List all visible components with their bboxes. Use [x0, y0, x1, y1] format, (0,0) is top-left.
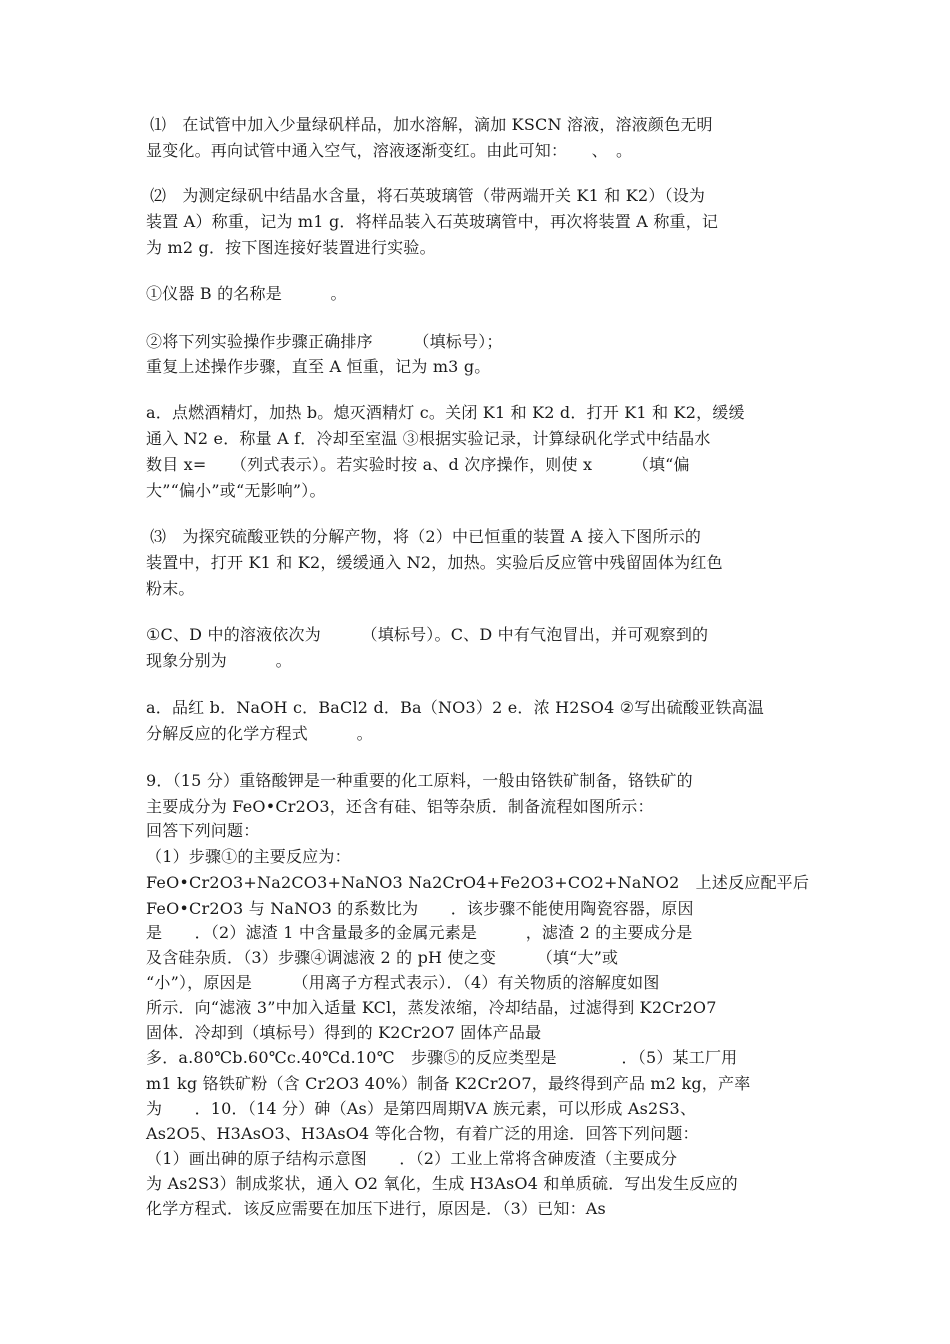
text-line: 回答下列问题：: [146, 821, 260, 840]
text-line: 所示．向“滤液 3”中加入适量 KCl，蒸发浓缩，冷却结晶，过滤得到 K2Cr2O7: [146, 998, 717, 1017]
text-line: 现象分别为 。: [146, 651, 292, 670]
text-line: 主要成分为 FeO•Cr2O3，还含有硅、铝等杂质．制备流程如图所示：: [146, 797, 654, 816]
text-line: As2O5、H3AsO3、H3AsO4 等化合物，有着广泛的用途．回答下列问题：: [146, 1124, 699, 1143]
text-line: （1）画出砷的原子结构示意图 ．（2）工业上常将含砷废渣（主要成分: [146, 1149, 678, 1168]
text-line: （1）步骤①的主要反应为：: [146, 847, 351, 866]
text-line: 为 m2 g．按下图连接好装置进行实验。: [146, 238, 436, 257]
text-line: 为 As2S3）制成浆状，通入 O2 氧化，生成 H3AsO4 和单质硫．写出发生反应的: [146, 1174, 738, 1193]
text-line: 及含硅杂质．（3）步骤④调滤液 2 的 pH 使之变 （填“大”或: [146, 948, 619, 967]
text-line: ⑶ 为探究硫酸亚铁的分解产物，将（2）中已恒重的装置 A 接入下图所示的: [150, 527, 702, 546]
text-line: m1 kg 铬铁矿粉（含 Cr2O3 40%）制备 K2Cr2O7，最终得到产品 m2 kg，产率: [146, 1074, 751, 1093]
text-line: FeO•Cr2O3 与 NaNO3 的系数比为 ．该步骤不能使用陶瓷容器，原因: [146, 899, 694, 918]
text-line: 装置 A）称重，记为 m1 g．将样品装入石英玻璃管中，再次将装置 A 称重，记: [146, 212, 719, 231]
text-line: ⑴ 在试管中加入少量绿矾样品，加水溶解，滴加 KSCN 溶液，溶液颜色无明: [150, 115, 713, 134]
text-line: 重复上述操作步骤，直至 A 恒重，记为 m3 g。: [146, 357, 491, 376]
text-line: 数目 x= （列式表示）。若实验时按 a、d 次序操作，则使 x （填“偏: [146, 455, 690, 474]
text-line: 粉末。: [146, 579, 195, 598]
text-line: 显变化。再向试管中通入空气，溶液逐渐变红。由此可知： 、 。: [146, 141, 633, 160]
text-line: 分解反应的化学方程式 。: [146, 724, 373, 743]
text-line: 多．a.80℃b.60℃c.40℃d.10℃ 步骤⑤的反应类型是 ．（5）某工厂用: [146, 1048, 738, 1067]
text-line: ①仪器 B 的名称是 。: [146, 284, 347, 303]
text-line: ⑵ 为测定绿矾中结晶水含量，将石英玻璃管（带两端开关 K1 和 K2）（设为: [150, 186, 706, 205]
text-line: “小”），原因是 （用离子方程式表示）．（4）有关物质的溶解度如图: [146, 973, 660, 992]
text-line: 固体．冷却到（填标号）得到的 K2Cr2O7 固体产品最: [146, 1023, 542, 1042]
text-line: 为 ．10．（14 分）砷（As）是第四周期ⅤA 族元素，可以形成 As2S3、: [146, 1099, 697, 1118]
text-line: ①C、D 中的溶液依次为 （填标号）。C、D 中有气泡冒出，并可观察到的: [146, 625, 709, 644]
text-line: a．品红 b．NaOH c．BaCl2 d．Ba（NO3）2 e．浓 H2SO4 ②写出硫酸亚铁高温: [146, 698, 764, 717]
text-line: ②将下列实验操作步骤正确排序 （填标号）；: [146, 332, 503, 351]
text-line: 9．（15 分）重铬酸钾是一种重要的化工原料，一般由铬铁矿制备，铬铁矿的: [146, 771, 693, 790]
text-line: FeO•Cr2O3+Na2CO3+NaNO3 Na2CrO4+Fe2O3+CO2+NaNO2 上述反应配平后: [146, 873, 810, 892]
text-line: 通入 N2 e．称量 A f．冷却至室温 ③根据实验记录，计算绿矾化学式中结晶水: [146, 429, 711, 448]
text-line: 化学方程式．该反应需要在加压下进行，原因是．（3）已知：As: [146, 1199, 606, 1218]
text-line: 大”“偏小”或“无影响”）。: [146, 481, 326, 500]
text-line: 是 ．（2）滤渣 1 中含量最多的金属元素是 ，滤渣 2 的主要成分是: [146, 923, 693, 942]
text-line: a．点燃酒精灯，加热 b。熄灭酒精灯 c。关闭 K1 和 K2 d．打开 K1 和 K2，缓缓: [146, 403, 745, 422]
text-line: 装置中，打开 K1 和 K2，缓缓通入 N2，加热。实验后反应管中残留固体为红色: [146, 553, 723, 572]
